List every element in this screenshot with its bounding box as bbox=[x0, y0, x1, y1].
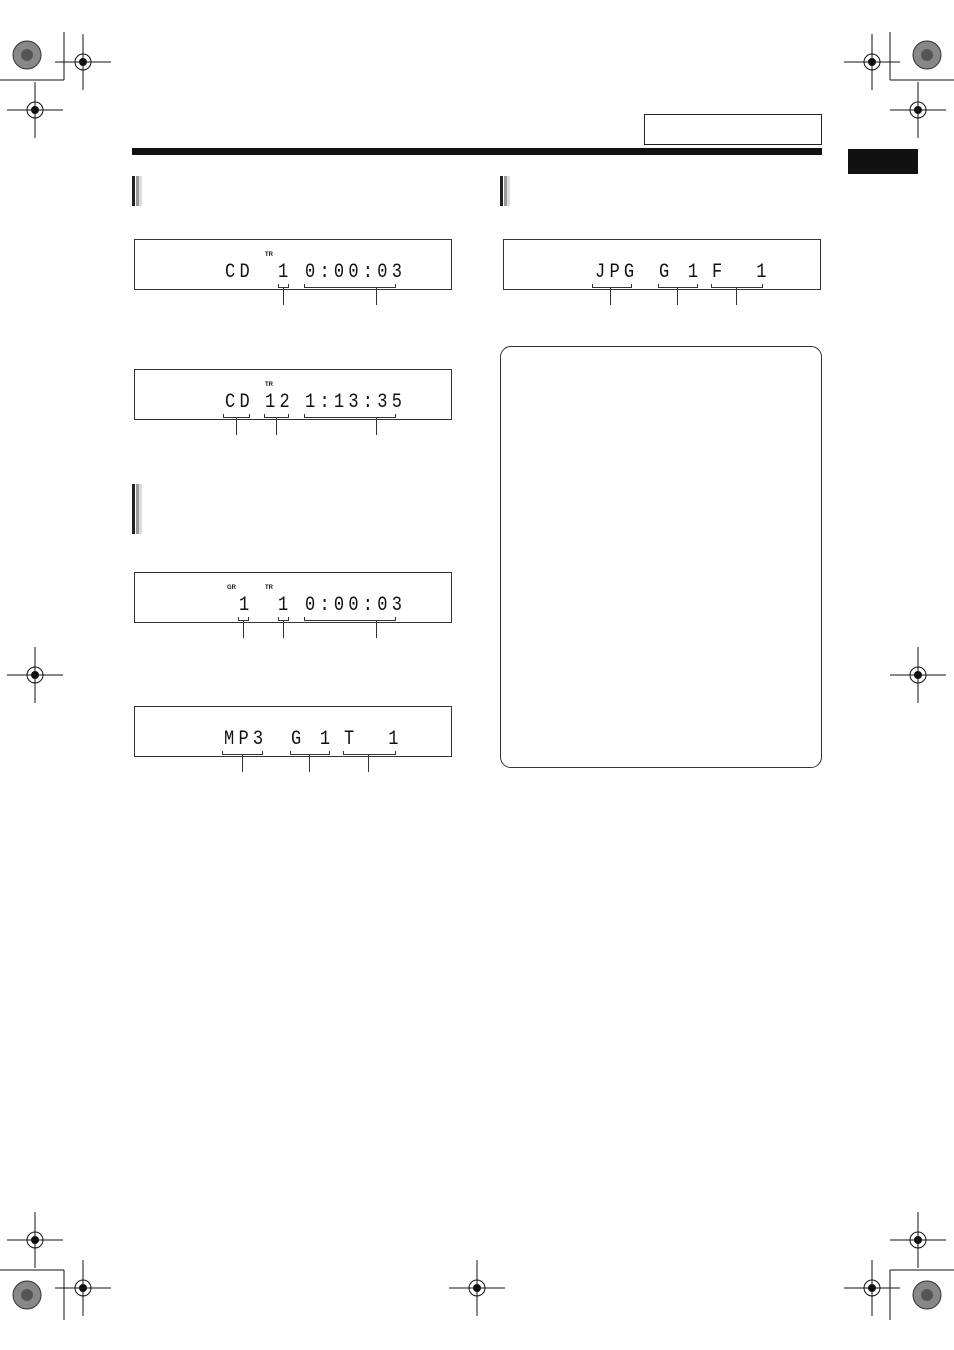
callout-line-group bbox=[243, 621, 244, 638]
callout-bracket-track bbox=[343, 751, 396, 755]
section-marker-jpeg bbox=[500, 176, 510, 206]
callout-line-file bbox=[736, 288, 737, 305]
callout-line-group bbox=[309, 755, 310, 772]
time-readout: 0:00:03 bbox=[305, 594, 407, 617]
file-readout: F 1 bbox=[712, 261, 779, 284]
gr-indicator: GR bbox=[227, 585, 236, 591]
callout-line-track bbox=[283, 288, 284, 305]
callout-line-track bbox=[368, 755, 369, 772]
display-mp3-play bbox=[134, 572, 452, 623]
callout-bracket-group bbox=[658, 284, 698, 288]
tr-indicator: TR bbox=[265, 252, 273, 258]
time-readout: 0:00:03 bbox=[305, 261, 407, 284]
callout-bracket-source bbox=[592, 284, 632, 288]
track-readout: T 1 bbox=[344, 728, 411, 751]
callout-bracket-time bbox=[304, 617, 396, 621]
header-rule bbox=[132, 148, 822, 155]
callout-bracket-time bbox=[304, 284, 396, 288]
time-readout: 1:13:35 bbox=[305, 391, 407, 414]
callout-line-time bbox=[376, 621, 377, 638]
callout-line-track bbox=[283, 621, 284, 638]
group-readout: 1 bbox=[239, 594, 254, 617]
callout-bracket-group bbox=[290, 751, 330, 755]
callout-line-source bbox=[610, 288, 611, 305]
callout-bracket-time bbox=[304, 414, 396, 418]
callout-line-time bbox=[376, 288, 377, 305]
display-jpeg bbox=[503, 239, 821, 290]
group-readout: G 1 bbox=[291, 728, 335, 751]
notes-box bbox=[500, 346, 822, 768]
tr-indicator: TR bbox=[265, 382, 273, 388]
header-box bbox=[644, 114, 822, 145]
callout-line-track bbox=[276, 418, 277, 435]
source-readout: CD bbox=[225, 391, 254, 414]
track-readout: 1 bbox=[278, 594, 293, 617]
display-cd-start bbox=[134, 239, 452, 290]
callout-bracket-file bbox=[711, 284, 763, 288]
callout-line-time bbox=[376, 418, 377, 435]
track-readout: 1 bbox=[278, 261, 293, 284]
section-marker-cd bbox=[132, 176, 142, 206]
tr-indicator: TR bbox=[265, 585, 273, 591]
callout-line-source bbox=[242, 755, 243, 772]
source-readout: CD bbox=[225, 261, 254, 284]
source-readout: MP3 bbox=[224, 728, 268, 751]
section-marker-mp3 bbox=[132, 484, 142, 534]
track-readout: 12 bbox=[265, 391, 294, 414]
callout-line-group bbox=[677, 288, 678, 305]
display-cd-play bbox=[134, 369, 452, 420]
language-tab bbox=[848, 149, 918, 174]
source-readout: JPG bbox=[595, 261, 639, 284]
group-readout: G 1 bbox=[659, 261, 703, 284]
callout-line-source bbox=[236, 418, 237, 435]
display-mp3-stop bbox=[134, 706, 452, 757]
